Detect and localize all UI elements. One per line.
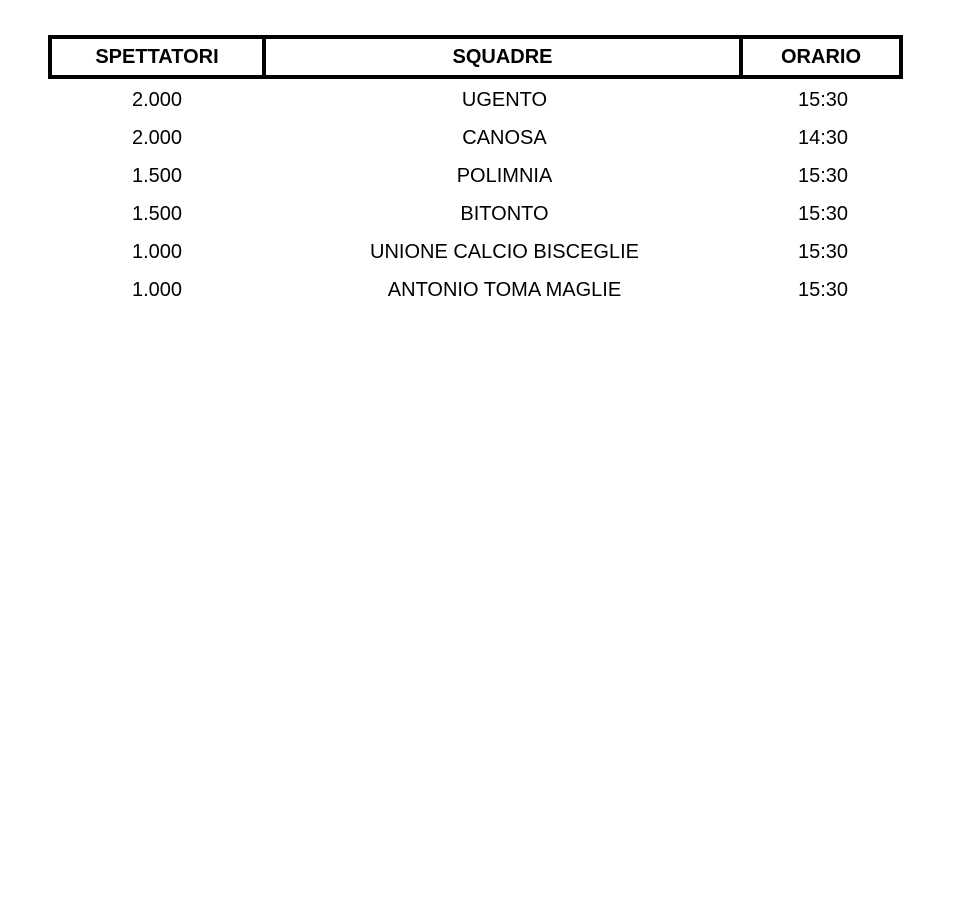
header-spectators: SPETTATORI [52,39,266,75]
table-row [48,157,903,195]
spectators-cell: 2.000 [131,126,183,149]
team-cell: BITONTO [460,202,549,225]
time-cell: 15:30 [797,240,849,263]
time-cell: 15:30 [797,88,849,111]
team-cell: POLIMNIA [456,164,553,187]
time-cell: 15:30 [797,278,849,301]
time-cell: 15:30 [797,202,849,225]
spectators-cell: 2.000 [131,88,183,111]
time-cell: 15:30 [797,164,849,187]
spectators-cell: 1.500 [131,202,183,225]
spectators-cell: 1.500 [131,164,183,187]
table-row [48,271,903,309]
header-time: ORARIO [781,45,861,68]
table-row [48,233,903,271]
team-cell: ANTONIO TOMA MAGLIE [387,278,622,301]
table-body [48,81,903,309]
table-header [48,35,903,79]
table-row [48,119,903,157]
team-cell: CANOSA [462,126,547,149]
team-cell: UGENTO [461,88,548,111]
spectators-cell: 1.000 [131,278,183,301]
table-row [48,81,903,119]
team-cell: UNIONE CALCIO BISCEGLIE [370,240,639,263]
spectators-cell: 1.000 [131,240,183,263]
spectators-table [48,35,903,309]
time-cell: 14:30 [797,126,849,149]
table-row [48,195,903,233]
header-teams: SQUADRE [266,39,743,75]
